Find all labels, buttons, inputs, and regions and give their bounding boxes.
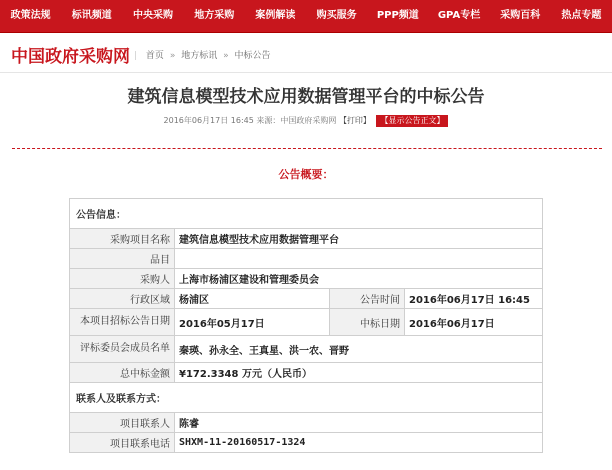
award-date-value: 2016年06月17日 bbox=[405, 309, 543, 336]
contact-value: 陈睿 bbox=[175, 413, 543, 433]
notice-table bbox=[69, 198, 543, 453]
overview-heading: 公告概要： bbox=[278, 168, 334, 181]
nav-encyclopedia[interactable]: 采购百科 bbox=[500, 10, 541, 21]
amount-label: 总中标金额 bbox=[70, 363, 175, 383]
contact-label: 项目联系人 bbox=[70, 413, 175, 433]
publish-date: 2016年06月17日 16:45 bbox=[163, 116, 254, 125]
breadcrumb-local[interactable]: 地方标讯 bbox=[181, 51, 218, 61]
breadcrumb: | 首页 » 地方标讯 » 中标公告 bbox=[134, 51, 271, 61]
nav-ppp[interactable]: PPP频道 bbox=[376, 10, 419, 21]
nav-purchase-service[interactable]: 购买服务 bbox=[316, 10, 357, 21]
page-title: 建筑信息模型技术应用数据管理平台的中标公告 bbox=[127, 87, 485, 107]
source-text: 来源：中国政府采购网 bbox=[256, 116, 337, 125]
section-notice: 公告信息： bbox=[70, 199, 543, 229]
nav-hot-topics[interactable]: 热点专题 bbox=[561, 10, 602, 21]
print-link[interactable]: 【打印】 bbox=[338, 116, 371, 125]
committee-label: 评标委员会成员名单 bbox=[70, 336, 175, 363]
amount-value: ¥172.3348 万元（人民币） bbox=[175, 363, 543, 383]
award-date-label: 中标日期 bbox=[330, 309, 405, 336]
tender-date-label: 本项目招标公告日期 bbox=[70, 309, 175, 336]
project-name-label: 采购项目名称 bbox=[70, 229, 175, 249]
header-bar bbox=[0, 38, 612, 73]
nav-tender-channel[interactable]: 标讯频道 bbox=[71, 10, 112, 21]
site-logo[interactable]: 中国政府采购网 bbox=[11, 47, 130, 67]
phone-value: SHXM-11-20160517-1324 bbox=[175, 433, 543, 453]
nav-central-procurement[interactable]: 中央采购 bbox=[133, 10, 173, 21]
purchaser-label: 采购人 bbox=[70, 269, 175, 289]
announce-time-label: 公告时间 bbox=[330, 289, 405, 309]
phone-label: 项目联系电话 bbox=[70, 433, 175, 453]
section-contact: 联系人及联系方式： bbox=[70, 383, 543, 413]
purchaser-value: 上海市杨浦区建设和管理委员会 bbox=[175, 269, 543, 289]
nav-policy[interactable]: 政策法规 bbox=[10, 10, 51, 21]
nav-gpa[interactable]: GPA专栏 bbox=[437, 10, 481, 21]
top-nav bbox=[0, 0, 612, 33]
region-value: 杨浦区 bbox=[175, 289, 330, 309]
breadcrumb-separator: » bbox=[223, 51, 229, 61]
breadcrumb-separator: » bbox=[169, 51, 176, 61]
nav-case-study[interactable]: 案例解读 bbox=[255, 10, 296, 21]
tender-date-value: 2016年05月17日 bbox=[175, 309, 330, 336]
divider bbox=[12, 148, 602, 149]
project-name-value: 建筑信息模型技术应用数据管理平台 bbox=[175, 229, 543, 249]
nav-local-procurement[interactable]: 地方采购 bbox=[194, 10, 235, 21]
show-original-button[interactable]: 【显示公告正文】 bbox=[376, 115, 448, 127]
breadcrumb-current: 中标公告 bbox=[234, 51, 271, 61]
region-label: 行政区域 bbox=[70, 289, 175, 309]
article-meta bbox=[0, 115, 612, 127]
breadcrumb-home[interactable]: 首页 bbox=[145, 51, 164, 61]
committee-value: 秦瑛、孙永全、王真星、洪一农、晋野 bbox=[175, 336, 543, 363]
item-label: 品目 bbox=[70, 249, 175, 269]
announce-time-value: 2016年06月17日 16:45 bbox=[405, 289, 543, 309]
item-value bbox=[175, 249, 543, 269]
